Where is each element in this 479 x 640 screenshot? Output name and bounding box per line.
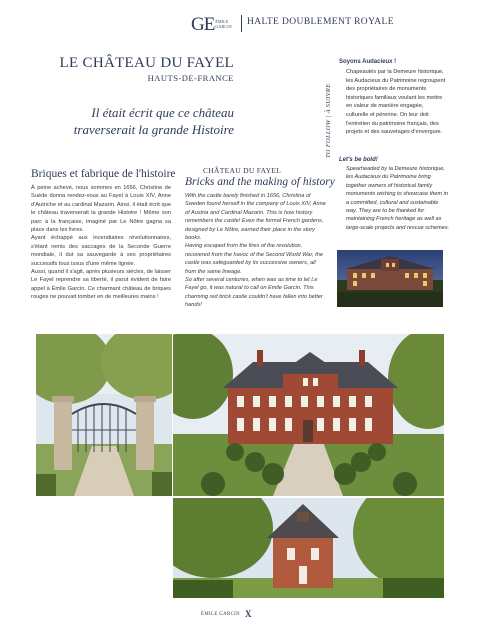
dovecote-photo — [173, 498, 444, 598]
left-body — [31, 184, 171, 302]
dusk-chateau-photo — [337, 250, 443, 307]
dovecote-illustration — [173, 498, 444, 598]
logo-mark: GE — [191, 13, 215, 35]
location-subtitle: HAUTS-DE-FRANCE — [147, 73, 234, 83]
middle-paragraph: So after several centuries, when was as time to let Le Fayel go, it was natural to call on Emile Garcin. This charming red brick castle couldn't have fallen into better hands! — [185, 277, 323, 309]
gate-photo — [36, 334, 172, 496]
left-paragraph: Ayant échappé aux incendiaires révolutionnaires, s'étant remis des saccages de la Seconde Guerre mondiale, il dut sa sauvegarde à ses propriétaires successifs tous issus d'une même lignée. — [31, 235, 171, 267]
middle-kicker: CHÂTEAU DU FAYEL — [203, 166, 282, 175]
chateau-illustration — [173, 334, 444, 496]
tagline: Il était écrit que ce château traverserait la grande Histoire — [73, 105, 234, 137]
side-label-text: TO FOLLOW | À SUIVRE — [325, 83, 332, 158]
left-heading: Briques et fabrique de l'histoire — [31, 168, 176, 180]
gate-illustration — [36, 334, 172, 496]
french-box-title: Soyons Audacieux ! — [339, 59, 397, 65]
left-paragraph: Aussi, quand il s'agit, après plusieurs siècles, de laisser Le Fayel reprendre sa liberté, il parut évident de faire appel à Émile Garcin. Ce charmant château de briques rouges ne pouvait tomber en de meilleures mains ! — [31, 269, 171, 301]
page-title: LE CHÂTEAU DU FAYEL — [59, 55, 234, 71]
logo-text: ÉMILE GARCIN — [215, 19, 232, 29]
chateau-photo — [173, 334, 444, 496]
english-box-title: Let's be bold! — [339, 157, 378, 163]
middle-paragraph: With the castle barely finished in 1656, Christina of Sweden found herself in the company of Louis XIV, Anne of Austria and Cardinal Mazarin. This is how history remembers the castle! Even the formal French gardens, designed by Le Nôtre, earned their place in the story books. — [185, 193, 326, 242]
section-tag: HALTE DOUBLEMENT ROYALE — [247, 17, 394, 27]
footer-brand: ÉMILE GARCIN — [201, 612, 241, 617]
left-paragraph: À peine achevé, nous sommes en 1656, Christine de Suède donna rendez-vous au Fayel à Louis XIV, Anne d'Autriche et au cardinal Mazarin. Ainsi, il était écrit que le château traverserait la grande Histoire ! Même son parc à la française, imaginé par Le Nôtre gagna sa place dans les livres. — [31, 185, 171, 234]
french-box-text: Chapeautés par la Demeure historique, les Audacieux du Patrimoine regroupent des propriétaires de monuments historiques familiaux voulant les mettre en valeur de manière engagée, culturelle et pérenne. On leur doit l'entretien du patrimoine français, des projets et des sauvetages d'envergure. — [346, 69, 446, 136]
middle-paragraph: Having escaped from the fires of the revolution, recovered from the havoc of the Second World War, the castle was safeguarded by its successive owners, all from the same lineage. — [185, 243, 323, 275]
english-box-text: Spearheaded by la Demeure historique, les Audacieux du Patrimoine bring together owners of historical family monuments wishing to showcase them in a committed, cultural and sustainable way. They are to be thanked for maintaining French heritage as well as large-scale projects and rescue schemes. — [346, 166, 450, 231]
dusk-chateau-illustration — [337, 250, 443, 307]
brand-logo — [191, 13, 237, 35]
side-label — [322, 58, 332, 158]
middle-heading: Bricks and the making of history — [185, 176, 335, 188]
header-divider — [241, 15, 242, 32]
page-number: X — [245, 609, 252, 619]
middle-body — [185, 192, 327, 310]
